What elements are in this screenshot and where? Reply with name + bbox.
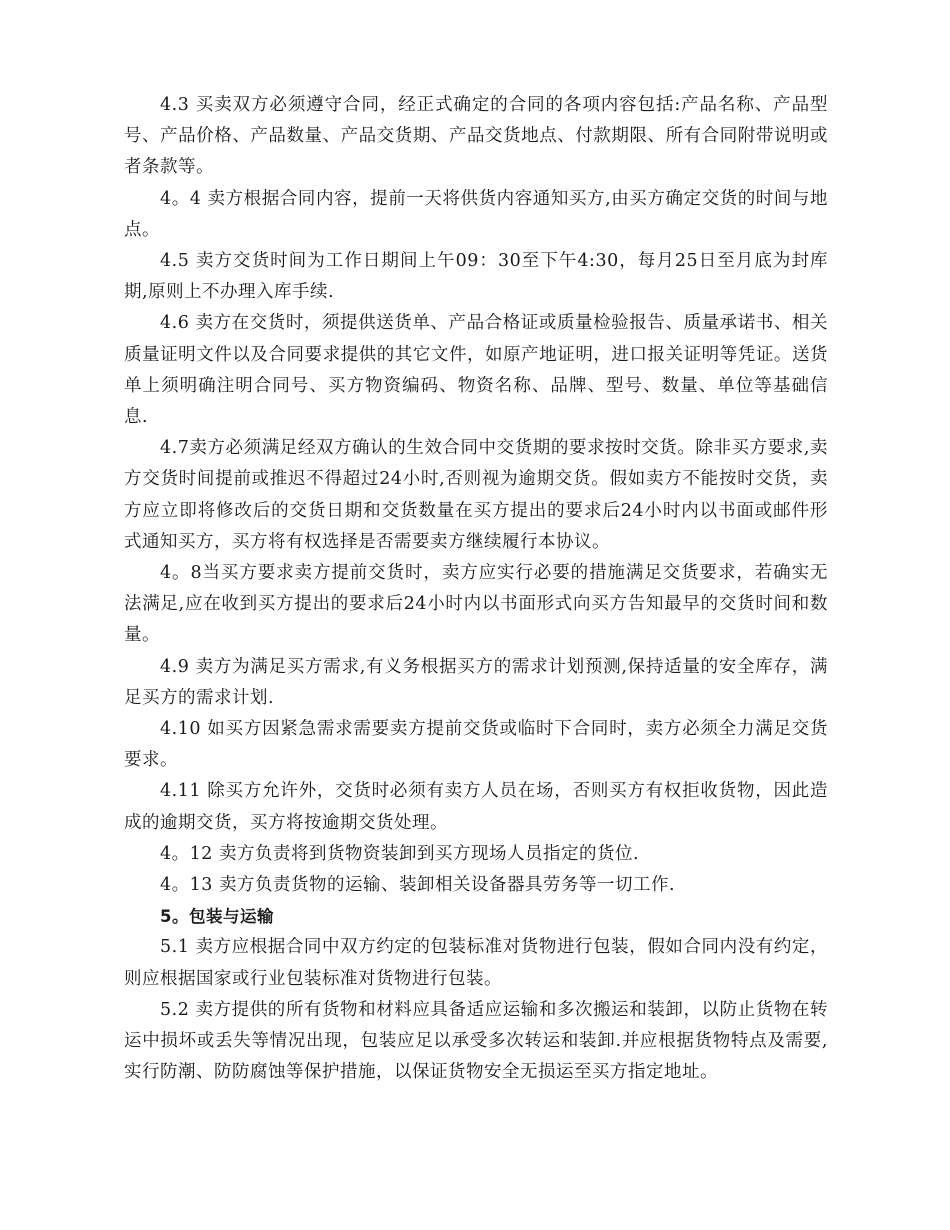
clause-4-8: 4。8当买方要求卖方提前交货时，卖方应实行必要的措施满足交货要求，若确实无法满足,应在收到买方提出的要求后24小时内以书面形式向买方告知最早的交货时间和数量。 <box>124 563 828 646</box>
clause-4-12: 4。12 卖方负责将到货物资装卸到买方现场人员指定的货位. <box>160 843 640 864</box>
document-body <box>124 90 828 1089</box>
clause-4-6: 4.6 卖方在交货时，须提供送货单、产品合格证或质量检验报告、质量承诺书、相关质量证明文件以及合同要求提供的其它文件，如原产地证明，进口报关证明等凭证。送货单上须明确注明合同号、买方物资编码、物资名称、品牌、型号、数量、单位等基础信息. <box>124 313 828 428</box>
clause-4-5: 4.5 卖方交货时间为工作日期间上午09：30至下午4:30，每月25日至月底为封库期,原则上不办理入库手续. <box>124 251 828 303</box>
clause-4-11: 4.11 除买方允许外，交货时必须有卖方人员在场，否则买方有权拒收货物，因此造成的逾期交货，买方将按逾期交货处理。 <box>124 781 828 833</box>
clause-4-3: 4.3 买卖双方必须遵守合同，经正式确定的合同的各项内容包括:产品名称、产品型号、产品价格、产品数量、产品交货期、产品交货地点、付款期限、所有合同附带说明或者条款等。 <box>124 95 828 178</box>
section-heading-5: 5。包装与运输 <box>160 907 274 927</box>
clause-4-7: 4.7卖方必须满足经双方确认的生效合同中交货期的要求按时交货。除非买方要求,卖方交货时间提前或推迟不得超过24小时,否则视为逾期交货。假如卖方不能按时交货，卖方应立即将修改后的交货日期和交货数量在买方提出的要求后24小时内以书面或邮件形式通知买方，买方将有权选择是否需要卖方继续履行本协议。 <box>124 438 828 552</box>
clause-4-10: 4.10 如买方因紧急需求需要卖方提前交货或临时下合同时，卖方必须全力满足交货要求。 <box>124 719 828 771</box>
clause-5-2: 5.2 卖方提供的所有货物和材料应具备适应运输和多次搬运和装卸，以防止货物在转运中损坏或丢失等情况出现，包装应足以承受多次转运和装卸.并应根据货物特点及需要,实行防潮、防防腐蚀等保护措施，以保证货物安全无损运至买方指定地址。 <box>124 999 828 1083</box>
clause-4-4: 4。4 卖方根据合同内容，提前一天将供货内容通知买方,由买方确定交货的时间与地点。 <box>124 188 828 240</box>
clause-4-13: 4。13 卖方负责货物的运输、装卸相关设备器具劳务等一切工作. <box>160 875 676 896</box>
clause-4-9: 4.9 卖方为满足买方需求,有义务根据买方的需求计划预测,保持适量的安全库存，满足买方的需求计划. <box>124 656 828 708</box>
clause-5-1: 5.1 卖方应根据合同中双方约定的包装标准对货物进行包装，假如合同内没有约定，则应根据国家或行业包装标准对货物进行包装。 <box>124 937 828 989</box>
